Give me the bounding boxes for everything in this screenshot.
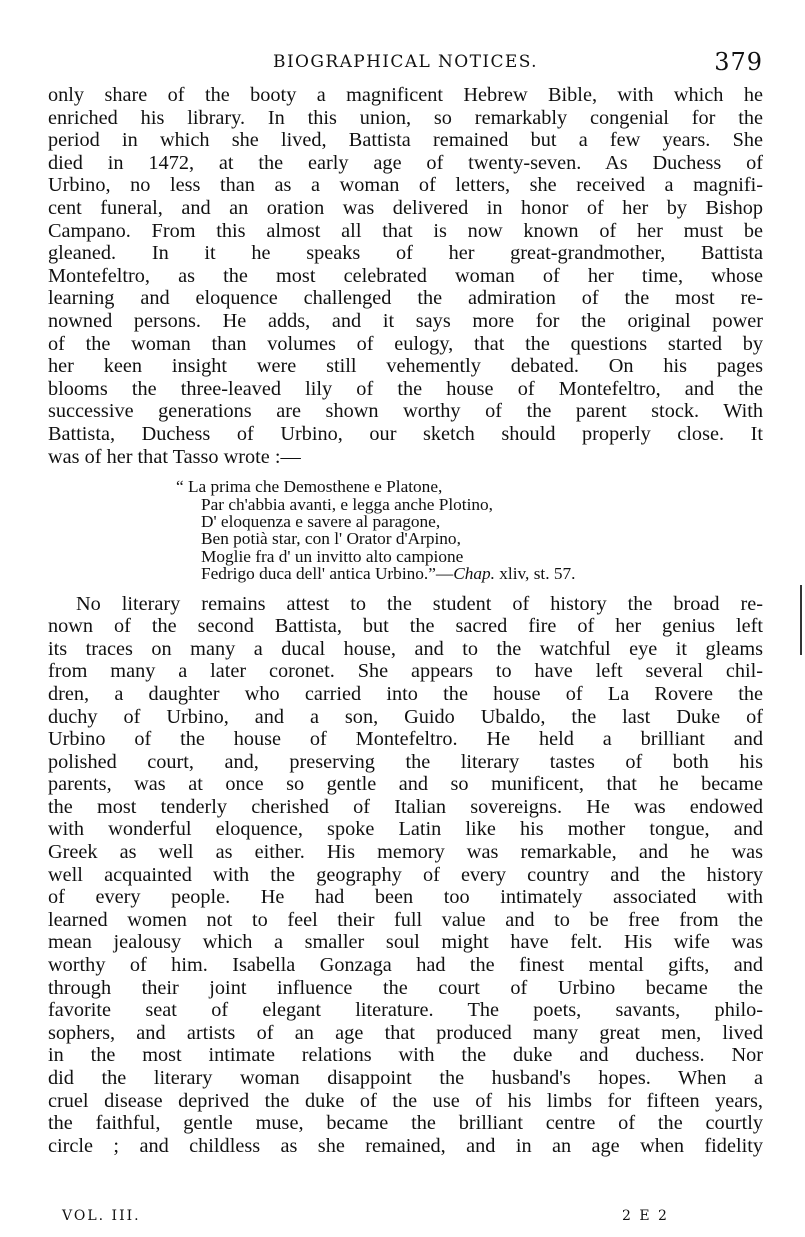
text-line: from many a later coronet. She appears to have left several chil- bbox=[48, 660, 763, 683]
text-line: mean jealousy which a smaller soul might have felt. His wife was bbox=[48, 931, 763, 954]
running-head bbox=[48, 50, 763, 80]
text-line: the faithful, gentle muse, became the brilliant centre of the courtly bbox=[48, 1112, 763, 1135]
text-line: circle ; and childless as she remained, and in an age when fidelity bbox=[48, 1134, 763, 1157]
book-page bbox=[48, 50, 763, 1230]
text-line: well acquainted with the geography of every country and the history bbox=[48, 863, 763, 886]
text-line: duchy of Urbino, and a son, Guido Ubaldo, the last Duke of bbox=[48, 705, 763, 728]
text-line: enriched his library. In this union, so remarkably congenial for the bbox=[48, 106, 763, 129]
text-line: only share of the booty a magnificent Hebrew Bible, with which he bbox=[48, 84, 763, 106]
quote-line: Moglie fra d' un invitto alto campione bbox=[201, 546, 464, 566]
text-line: dren, a daughter who carried into the house of La Rovere the bbox=[48, 682, 763, 705]
text-line: learned women not to feel their full value and to be free from the bbox=[48, 908, 763, 931]
text-line: of every people. He had been too intimately associated with bbox=[48, 886, 763, 909]
text-line: period in which she lived, Battista remained but a few years. She bbox=[48, 129, 763, 152]
signature-line bbox=[62, 1208, 763, 1230]
text-line: nowned persons. He adds, and it says more for the original power bbox=[48, 309, 763, 332]
text-line: Greek as well as either. His memory was remarkable, and he was bbox=[48, 841, 763, 864]
text-line: learning and eloquence challenged the admiration of the most re- bbox=[48, 287, 763, 310]
text-line: sophers, and artists of an age that produced many great men, lived bbox=[48, 1021, 763, 1044]
text-line: cent funeral, and an oration was delivered in honor of her by Bishop bbox=[48, 196, 763, 219]
tasso-quotation bbox=[48, 478, 763, 582]
text-line: parents, was at once so gentle and so munificent, that he became bbox=[48, 773, 763, 796]
paragraph-continued bbox=[48, 84, 763, 468]
text-line: nown of the second Battista, but the sacred fire of her genius left bbox=[48, 615, 763, 638]
citation-work: Chap. bbox=[453, 564, 495, 584]
text-line: its traces on many a ducal house, and to the watchful eye it gleams bbox=[48, 637, 763, 660]
text-line: No literary remains attest to the student of history the broad re- bbox=[76, 592, 763, 615]
quote-last-line: Fedrigo duca dell' antica Urbino.”— bbox=[201, 564, 454, 584]
volume-marker: VOL. III. bbox=[62, 1208, 141, 1224]
text-line: favorite seat of elegant literature. The poets, savants, philo- bbox=[48, 999, 763, 1022]
text-line: blooms the three-leaved lily of the house of Montefeltro, and the bbox=[48, 377, 763, 400]
page-number: 379 bbox=[714, 48, 763, 76]
quote-line: Ben potià star, con l' Orator d'Arpino, bbox=[201, 529, 461, 549]
text-line: through their joint influence the court of Urbino became the bbox=[48, 976, 763, 999]
text-line: was of her that Tasso wrote :— bbox=[48, 445, 301, 468]
text-line: worthy of him. Isabella Gonzaga had the finest mental gifts, and bbox=[48, 954, 763, 977]
citation-reference: xliv, st. 57. bbox=[494, 564, 576, 584]
text-line: in the most intimate relations with the duke and duchess. Nor bbox=[48, 1044, 763, 1067]
text-line: died in 1472, at the early age of twenty-seven. As Duchess of bbox=[48, 151, 763, 174]
text-line: successive generations are shown worthy of the parent stock. With bbox=[48, 400, 763, 423]
text-line: the most tenderly cherished of Italian sovereigns. He was endowed bbox=[48, 795, 763, 818]
quote-line-with-citation bbox=[176, 565, 763, 582]
quote-line: “ La prima che Demosthene e Platone, bbox=[176, 477, 443, 497]
paragraph-guido-ubaldo bbox=[48, 593, 763, 1158]
text-line: gleaned. In it he speaks of her great-grandmother, Battista bbox=[48, 242, 763, 265]
text-line: Urbino, no less than as a woman of letters, she received a magnifi- bbox=[48, 174, 763, 197]
text-line: Urbino of the house of Montefeltro. He held a brilliant and bbox=[48, 728, 763, 751]
text-line: with wonderful eloquence, spoke Latin like his mother tongue, and bbox=[48, 818, 763, 841]
printer-signature: 2 E 2 bbox=[622, 1208, 669, 1224]
text-line: Campano. From this almost all that is now known of her must be bbox=[48, 219, 763, 242]
text-line: did the literary woman disappoint the husband's hopes. When a bbox=[48, 1067, 763, 1089]
running-title: BIOGRAPHICAL NOTICES. bbox=[273, 52, 538, 72]
quote-line: D' eloquenza e savere al paragone, bbox=[201, 511, 441, 531]
quote-line: Par ch'abbia avanti, e legga anche Plotino, bbox=[201, 494, 493, 514]
text-line: her keen insight were still vehemently debated. On his pages bbox=[48, 355, 763, 378]
margin-edge-mark bbox=[800, 585, 802, 655]
text-line: Battista, Duchess of Urbino, our sketch should properly close. It bbox=[48, 422, 763, 445]
text-line: Montefeltro, as the most celebrated woman of her time, whose bbox=[48, 264, 763, 287]
text-line: of the woman than volumes of eulogy, that the questions started by bbox=[48, 332, 763, 355]
text-line: polished court, and, preserving the literary tastes of both his bbox=[48, 750, 763, 773]
text-line: cruel disease deprived the duke of the use of his limbs for fifteen years, bbox=[48, 1089, 763, 1112]
